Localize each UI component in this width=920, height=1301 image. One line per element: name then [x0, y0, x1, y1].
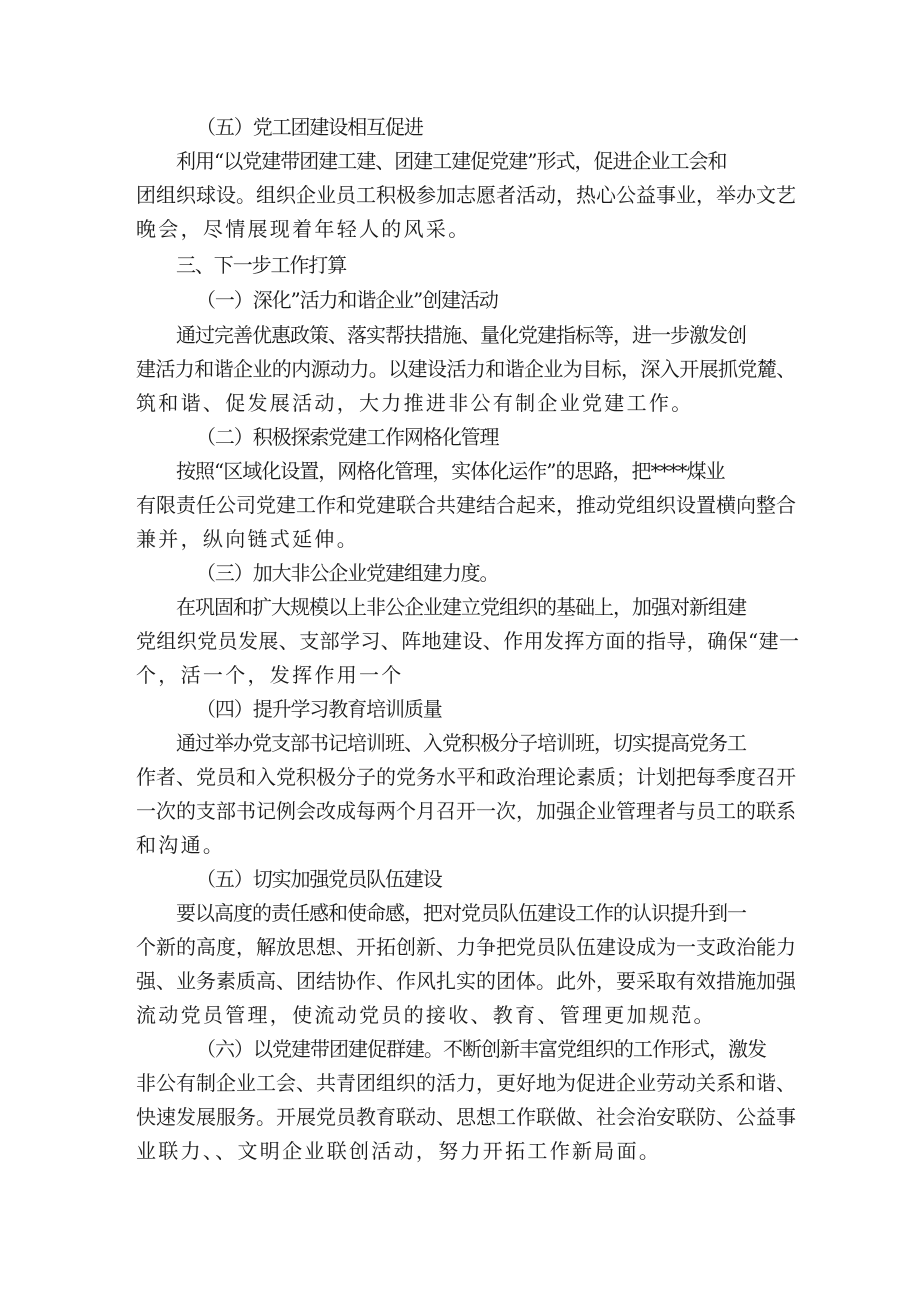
section-heading-6: （六）以党建带团建促群建。不断创新丰富党组织的工作形式，激发: [196, 1037, 766, 1061]
paragraph-line: 业联力、、文明企业联创活动，努力开拓工作新局面。: [136, 1139, 662, 1163]
section-heading-1: （一）深化”活力和谐企业”创建活动: [196, 288, 498, 312]
paragraph-line: 作者、党员和入党积极分子的党务水平和政治理论素质；计划把每季度召开: [136, 765, 796, 789]
section-heading-4: （四）提升学习教育培训质量: [196, 697, 442, 721]
paragraph-line: 非公有制企业工会、共青团组织的活力，更好地为促进企业劳动关系和谐、: [136, 1071, 796, 1095]
paragraph-line: 兼并，纵向链式延伸。: [136, 527, 359, 551]
paragraph-line: 个新的高度，解放思想、开拓创新、力争把党员队伍建设成为一支政治能力: [136, 935, 796, 959]
paragraph-line: 团组织球设。组织企业员工积极参加志愿者活动，热心公益事业，举办文艺: [136, 183, 796, 207]
section-heading-5-party-union: （五）党工团建设相互促进: [196, 115, 423, 139]
paragraph-line: 和沟通。: [136, 833, 226, 857]
chapter-heading-next-steps: 三、下一步工作打算: [176, 253, 347, 277]
paragraph-line: 要以高度的责任感和使命感，把对党员队伍建设工作的认识提升到一: [176, 901, 746, 925]
paragraph-line: 利用“以党建带团建工建、团建工建促党建”形式，促进企业工会和: [176, 149, 727, 173]
paragraph-line: 流动党员管理，使流动党员的接收、教育、管理更加规范。: [136, 1003, 716, 1027]
paragraph-line: 在巩固和扩大规模以上非公企业建立党组织的基础上，加强对新组建: [176, 595, 746, 619]
paragraph-line: 快速发展服务。开展党员教育联动、思想工作联做、社会治安联防、公益事: [136, 1105, 796, 1129]
paragraph-line: 党组织党员发展、支部学习、阵地建设、作用发挥方面的指导，确保“建一: [136, 629, 800, 653]
section-heading-2: （二）积极探索党建工作网格化管理: [196, 425, 499, 449]
paragraph-line: 按照“区域化设置，网格化管理，实体化运作”的思路，把****煤业: [176, 459, 725, 483]
paragraph-line: 通过完善优惠政策、落实帮扶措施、量化党建指标等，进一步激发创: [176, 323, 746, 347]
paragraph-line: 个，活一个，发挥作用一个: [136, 663, 404, 687]
paragraph-line: 通过举办党支部书记培训班、入党积极分子培训班，切实提高党务工: [176, 731, 746, 755]
paragraph-line: 有限责任公司党建工作和党建联合共建结合起来，推动党组织设置横向整合: [136, 493, 796, 517]
paragraph-line: 一次的支部书记例会改成每两个月召开一次，加强企业管理者与员工的联系: [136, 799, 796, 823]
section-heading-3: （三）加大非公企业党建组建力度。: [196, 561, 499, 585]
paragraph-line: 筑和谐、促发展活动，大力推进非公有制企业党建工作。: [136, 391, 694, 415]
paragraph-line: 强、业务素质高、团结协作、作风扎实的团体。此外，要采取有效措施加强: [136, 969, 796, 993]
paragraph-line: 晚会，尽情展现着年轻人的风采。: [136, 217, 471, 241]
paragraph-line: 建活力和谐企业的内源动力。以建设活力和谐企业为目标，深入开展抓党麓、: [136, 357, 796, 381]
section-heading-5-members: （五）切实加强党员队伍建设: [196, 867, 442, 891]
